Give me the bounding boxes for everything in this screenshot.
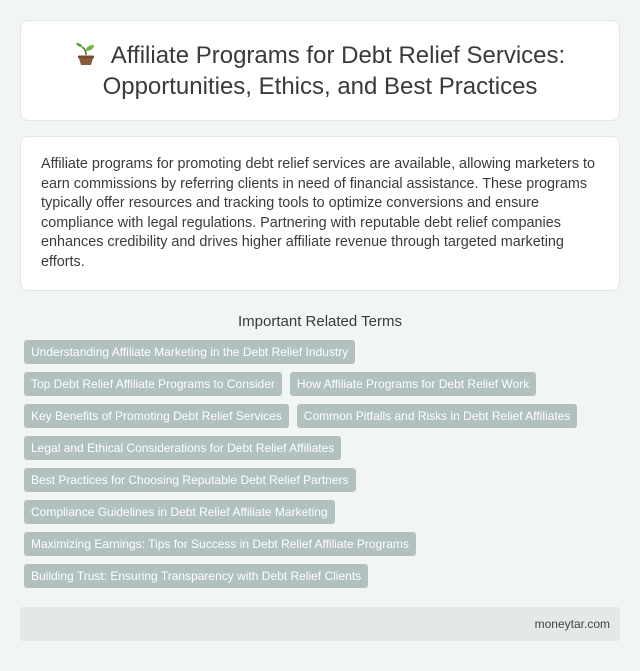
tag-row	[20, 404, 620, 436]
related-term-tag[interactable]: Legal and Ethical Considerations for Debt Relief Affiliates	[24, 436, 341, 460]
related-term-tag[interactable]: Best Practices for Choosing Reputable Debt Relief Partners	[24, 468, 356, 492]
sprout-icon	[75, 42, 97, 66]
footer	[20, 607, 620, 641]
page-title	[75, 40, 565, 102]
title-line-2: Opportunities, Ethics, and Best Practices	[102, 72, 538, 100]
related-term-tag[interactable]: How Affiliate Programs for Debt Relief Work	[290, 372, 536, 396]
tag-row	[20, 564, 620, 596]
header-card	[20, 20, 620, 121]
related-term-tag[interactable]: Key Benefits of Promoting Debt Relief Services	[24, 404, 289, 428]
summary-text: Affiliate programs for promoting debt relief services are available, allowing marketers to earn commissions by referring clients in need of financial assistance. These programs typically offer resources and tracking tools to optimize conversions and ensure compliance with legal regulations. Partnering with reputable debt relief companies enhances credibility and drives higher affiliate revenue through targeted marketing efforts.	[41, 156, 596, 270]
tag-row	[20, 436, 620, 468]
related-term-tag[interactable]: Top Debt Relief Affiliate Programs to Consider	[24, 372, 282, 396]
tag-row	[20, 468, 620, 500]
tag-row	[20, 340, 620, 372]
related-terms-list	[20, 340, 620, 596]
tag-row	[20, 372, 620, 404]
tag-row	[20, 532, 620, 564]
tag-row	[20, 500, 620, 532]
footer-site-link[interactable]: moneytar.com	[534, 617, 610, 631]
related-term-tag[interactable]: Compliance Guidelines in Debt Relief Affiliate Marketing	[24, 500, 335, 524]
title-line-1: Affiliate Programs for Debt Relief Services:	[110, 41, 566, 69]
related-term-tag[interactable]: Common Pitfalls and Risks in Debt Relief Affiliates	[297, 404, 578, 428]
related-term-tag[interactable]: Building Trust: Ensuring Transparency with Debt Relief Clients	[24, 564, 368, 588]
related-term-tag[interactable]: Maximizing Earnings: Tips for Success in Debt Relief Affiliate Programs	[24, 532, 416, 556]
related-terms-heading: Important Related Terms	[238, 313, 402, 330]
summary-card	[20, 136, 620, 291]
related-term-tag[interactable]: Understanding Affiliate Marketing in the Debt Relief Industry	[24, 340, 355, 364]
